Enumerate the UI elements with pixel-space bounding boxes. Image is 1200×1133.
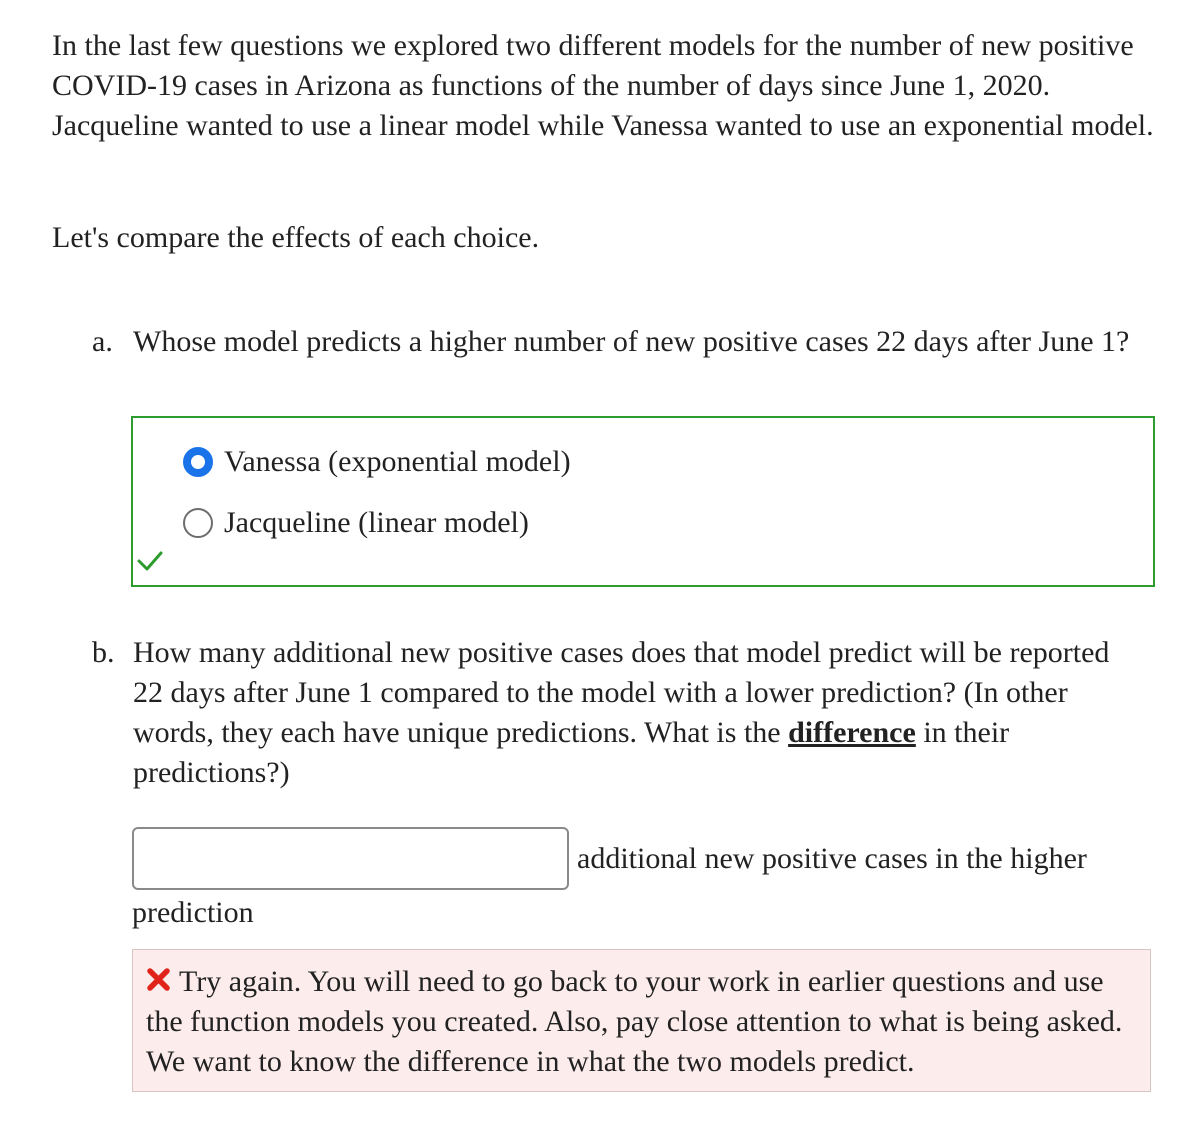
question-b-text-after: in their predictions?) (133, 716, 1010, 789)
answer-input[interactable] (132, 827, 569, 890)
answer-suffix-line1: additional new positive cases in the higher (577, 842, 1087, 875)
option-jacqueline-label: Jacqueline (linear model) (224, 506, 529, 539)
question-a-marker: a. (92, 325, 113, 358)
feedback-box (132, 949, 1151, 1092)
question-b-text-before: How many additional new positive cases does that model predict will be reported 22 days after June 1 compared to the model with a lower prediction? (In other words, they each have unique predictions. What is the (133, 636, 1110, 749)
answer-suffix-line2: prediction (132, 896, 254, 929)
check-icon (137, 550, 163, 572)
question-b-marker: b. (92, 636, 115, 669)
question-a-answer-box (131, 416, 1155, 587)
option-vanessa-label: Vanessa (exponential model) (224, 445, 571, 478)
radio-selected-icon[interactable] (183, 447, 213, 477)
intro-lead: Let's compare the effects of each choice. (52, 221, 540, 254)
question-b-emphasis: difference (788, 716, 916, 749)
question-b-text (133, 633, 1143, 793)
intro-paragraph: In the last few questions we explored two different models for the number of new positive COVID-19 cases in Arizona as functions of the number of days since June 1, 2020. Jacqueline wanted to use a linear model while Vanessa wanted to use an exponential model. (52, 29, 1154, 142)
feedback-text: Try again. You will need to go back to your work in earlier questions and use the function models you created. Also, pay close attention to what is being asked. We want to know the difference in what the two models predict. (146, 965, 1123, 1078)
radio-unselected-icon[interactable] (183, 508, 213, 538)
question-a-text: Whose model predicts a higher number of new positive cases 22 days after June 1? (133, 325, 1130, 358)
option-vanessa[interactable] (183, 442, 571, 482)
x-icon (146, 967, 171, 992)
option-jacqueline[interactable] (183, 503, 529, 543)
